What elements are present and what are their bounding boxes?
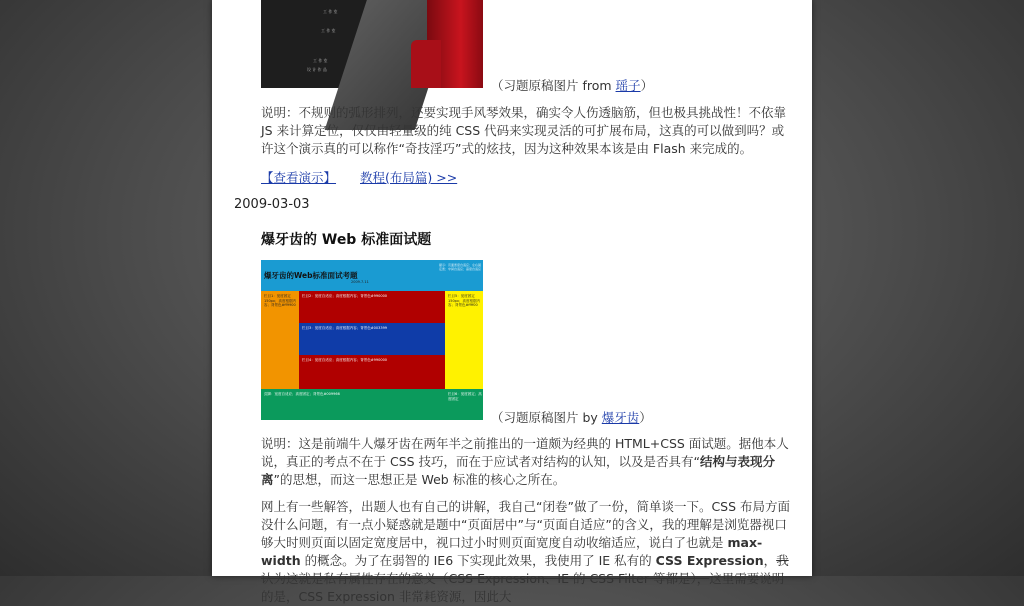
article-links (261, 168, 457, 186)
diagram-subtitle: 2009.7.11 (351, 280, 369, 284)
diagram-label: 栏目3：宽度自适应；高度根据内容；背景色#003399 (302, 326, 388, 330)
diagram-header (261, 260, 483, 291)
diagram-label: 栏目6：宽度固定；高度固定 (448, 392, 482, 401)
image-caption (491, 76, 653, 94)
text-run: 说明：这是前端牛人爆牙齿在两年半之前推出的一道颇为经典的 HTML+CSS 面试题。据他本人说，真正的考点不在于 CSS 技巧，而在于应试者对结构的认知，以及是否具有“ (261, 436, 789, 469)
view-demo-link[interactable]: 【查看演示】 (261, 170, 337, 185)
accordion-demo-image (261, 0, 483, 88)
article-page (212, 0, 812, 604)
caption-suffix: ） (639, 410, 652, 425)
caption-prefix: （习题原稿图片 by (491, 410, 602, 425)
text-run: 这里需要说明的是，CSS Expression 非常耗资源，因此大 (261, 571, 785, 604)
bold-text: CSS Expression (655, 553, 764, 568)
caption-prefix: （习题原稿图片 from (491, 78, 616, 93)
diagram-label: 页脚：宽度自适应；高度固定；背景色#009966 (264, 392, 340, 396)
diagram-label: 栏目5：宽度固定150px；高度根据内容；背景色#ffff00 (448, 294, 480, 307)
image-tiny-label: 工 作 室 (313, 58, 328, 63)
image-tiny-label: 工 作 室 (321, 28, 336, 33)
diagram-blue-block (299, 323, 445, 355)
description-paragraph: 说明：不规则的弧形排列，还要实现手风琴效果，确实令人伤透脑筋，但也极具挑战性！不依靠 JS 来计算定位，仅仅由轻量级的纯 CSS 代码来实现灵活的可扩展布局，这真的可以做到吗？或许这个演示真的可以称作“奇技淫巧”式的炫技，因为这种效果本该是由 Flash 来完成的。 (261, 105, 787, 156)
diagram-left-column (261, 291, 299, 389)
diagram-label: 栏目2：宽度自适应；高度根据内容；背景色#990000 (302, 294, 388, 298)
bold-text: 结构与表现分离 (261, 454, 776, 487)
text-run: 的概念。为了在弱智的 IE6 下实现此效果，我使用了 IE 私有的 (300, 553, 656, 568)
interview-question-image (261, 260, 483, 420)
diagram-title: 爆牙齿的Web标准面试考题 (264, 271, 358, 280)
text-run: ， (763, 553, 777, 568)
diagram-red-block (299, 291, 445, 323)
post-date: 2009-03-03 (234, 197, 310, 212)
text-run: 网上有一些解答，出题人也有自己的讲解，我自己“闭卷”做了一份，简单谈一下。CSS 布局方面没什么问题，有一点小疑惑就是题中“页面居中”与“页面自适应”的含义，我的理解是浏览器视口够大时则页面以固定宽度居中，视口过小时则页面宽度自动收缩适应，说白了也就是 (261, 499, 791, 550)
discussion-paragraph (261, 498, 791, 606)
image-tiny-label: 设 计 作 品 (307, 67, 327, 72)
diagram-note: 提示：页面宽度自适应；左右固定宽；中间自适应；高度自适应 (439, 263, 482, 271)
diagram-right-column (445, 291, 483, 389)
strikethrough-text: 我认为这就是私有属性存在的意义（CSS Expression、IE 的 CSS Filter 等都是）， (261, 553, 789, 586)
image-red-shape-small (411, 40, 441, 88)
author-link[interactable]: 爆牙齿 (601, 410, 640, 425)
diagram-label: 栏目1：宽度固定150px；高度根据内容；背景色#ff9900 (264, 294, 296, 307)
description-paragraph (261, 435, 791, 489)
author-link[interactable]: 瑶子 (615, 78, 641, 93)
post-title[interactable]: 爆牙齿的 Web 标准面试题 (261, 232, 432, 248)
diagram-red-block (299, 355, 445, 389)
text-run: ”的思想，而这一思想正是 Web 标准的核心之所在。 (273, 472, 566, 487)
diagram-label: 栏目4：宽度自适应；高度根据内容；背景色#990000 (302, 358, 388, 362)
tutorial-link[interactable]: 教程(布局篇) >> (360, 170, 458, 185)
caption-suffix: ） (640, 78, 654, 93)
diagram-footer (261, 389, 445, 420)
image-caption (491, 408, 652, 426)
diagram-footer-right (445, 389, 483, 420)
image-tiny-label: 工 作 室 (323, 9, 338, 14)
bold-text: max-width (261, 535, 763, 568)
